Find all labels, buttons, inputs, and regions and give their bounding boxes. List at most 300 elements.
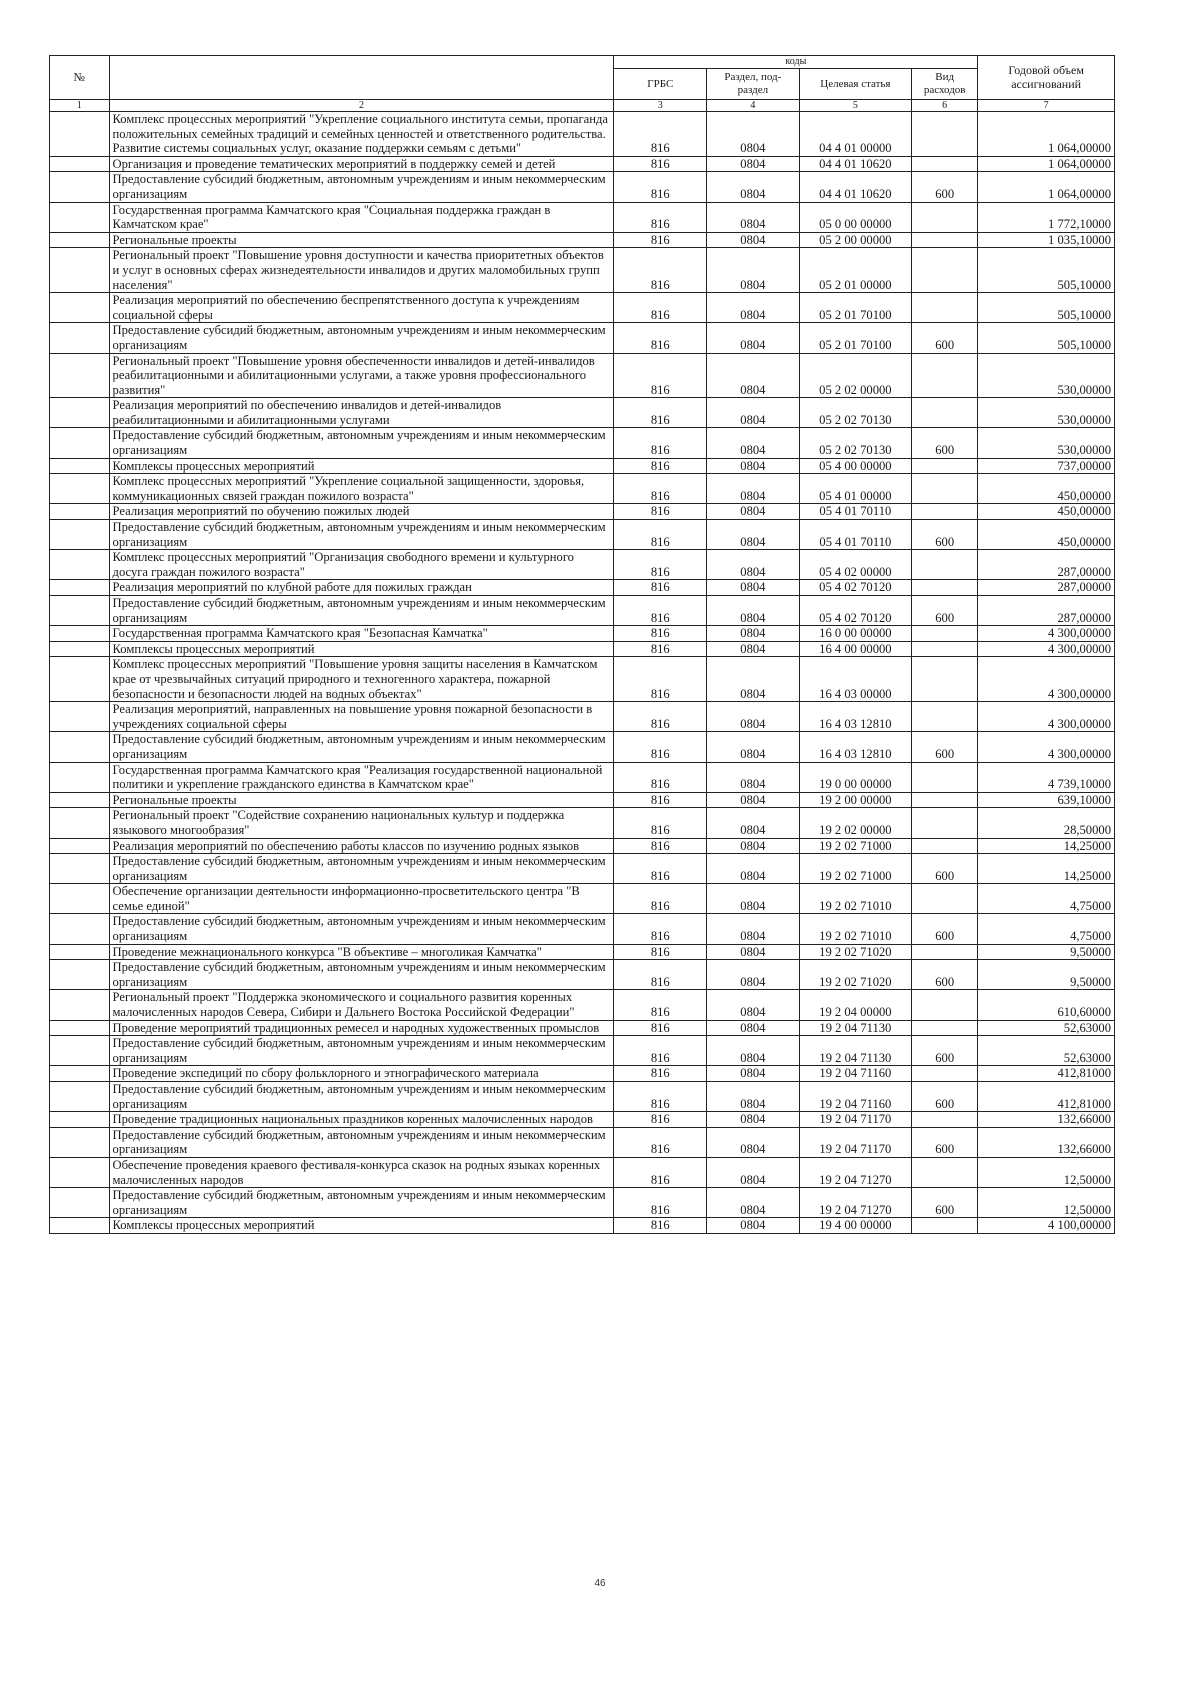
row-number-cell (50, 1218, 110, 1234)
row-target-cell: 19 2 04 71160 (799, 1066, 911, 1082)
row-number-cell (50, 641, 110, 657)
row-number-cell (50, 202, 110, 232)
row-name-cell: Предоставление субсидий бюджетным, автономным учреждениям и иным некоммерческим организациям (109, 1188, 614, 1218)
row-amount-cell: 132,66000 (978, 1112, 1115, 1128)
row-target-cell: 05 4 02 70120 (799, 580, 911, 596)
row-name-cell: Предоставление субсидий бюджетным, автономным учреждениям и иным некоммерческим организациям (109, 428, 614, 458)
row-target-cell: 04 4 01 10620 (799, 172, 911, 202)
row-amount-cell: 4 300,00000 (978, 641, 1115, 657)
row-grbs-cell: 816 (614, 762, 707, 792)
row-section-cell: 0804 (707, 428, 800, 458)
row-section-cell: 0804 (707, 112, 800, 157)
row-name-cell: Предоставление субсидий бюджетным, автономным учреждениям и иным некоммерческим организациям (109, 732, 614, 762)
table-row (50, 792, 1115, 808)
row-number-cell (50, 458, 110, 474)
row-section-cell: 0804 (707, 232, 800, 248)
row-target-cell: 05 2 02 00000 (799, 353, 911, 398)
row-target-cell: 05 4 01 70110 (799, 504, 911, 520)
row-target-cell: 19 2 04 71160 (799, 1082, 911, 1112)
row-number-cell (50, 172, 110, 202)
header-name (109, 56, 614, 100)
row-grbs-cell: 816 (614, 1112, 707, 1128)
row-target-cell: 16 4 03 12810 (799, 732, 911, 762)
row-amount-cell: 610,60000 (978, 990, 1115, 1020)
row-amount-cell: 12,50000 (978, 1157, 1115, 1187)
row-amount-cell: 9,50000 (978, 944, 1115, 960)
row-grbs-cell: 816 (614, 202, 707, 232)
row-target-cell: 19 2 04 00000 (799, 990, 911, 1020)
row-number-cell (50, 626, 110, 642)
row-amount-cell: 1 064,00000 (978, 172, 1115, 202)
row-target-cell: 19 2 04 71130 (799, 1020, 911, 1036)
row-kind-cell (912, 792, 978, 808)
row-amount-cell: 4 300,00000 (978, 702, 1115, 732)
row-kind-cell (912, 884, 978, 914)
row-grbs-cell: 816 (614, 458, 707, 474)
row-kind-cell: 600 (912, 914, 978, 944)
row-amount-cell: 412,81000 (978, 1082, 1115, 1112)
row-kind-cell (912, 293, 978, 323)
row-section-cell: 0804 (707, 960, 800, 990)
row-target-cell: 05 2 02 70130 (799, 428, 911, 458)
row-amount-cell: 530,00000 (978, 353, 1115, 398)
row-grbs-cell: 816 (614, 112, 707, 157)
row-amount-cell: 287,00000 (978, 580, 1115, 596)
table-row (50, 520, 1115, 550)
row-grbs-cell: 816 (614, 172, 707, 202)
table-row (50, 1188, 1115, 1218)
row-grbs-cell: 816 (614, 353, 707, 398)
row-number-cell (50, 702, 110, 732)
table-row (50, 808, 1115, 838)
row-number-cell (50, 792, 110, 808)
row-grbs-cell: 816 (614, 657, 707, 702)
table-row (50, 172, 1115, 202)
row-number-cell (50, 112, 110, 157)
row-target-cell: 05 4 00 00000 (799, 458, 911, 474)
row-grbs-cell: 816 (614, 792, 707, 808)
row-kind-cell: 600 (912, 172, 978, 202)
row-grbs-cell: 816 (614, 914, 707, 944)
row-target-cell: 19 2 04 71270 (799, 1157, 911, 1187)
row-number-cell (50, 520, 110, 550)
header-section: Раздел, под-раздел (707, 69, 800, 100)
row-number-cell (50, 504, 110, 520)
row-target-cell: 05 4 02 00000 (799, 550, 911, 580)
row-section-cell: 0804 (707, 792, 800, 808)
row-target-cell: 19 2 02 71020 (799, 960, 911, 990)
row-amount-cell: 9,50000 (978, 960, 1115, 990)
row-kind-cell (912, 202, 978, 232)
row-kind-cell (912, 1066, 978, 1082)
row-name-cell: Предоставление субсидий бюджетным, автономным учреждениям и иным некоммерческим организациям (109, 323, 614, 353)
row-section-cell: 0804 (707, 1112, 800, 1128)
row-number-cell (50, 657, 110, 702)
table-row (50, 474, 1115, 504)
row-name-cell: Региональный проект "Повышение уровня доступности и качества приоритетных объектов и услуг в основных сферах жизнедеятельности инвалидов и других маломобильных групп населения" (109, 248, 614, 293)
row-name-cell: Проведение экспедиций по сбору фольклорного и этнографического материала (109, 1066, 614, 1082)
row-target-cell: 05 2 00 00000 (799, 232, 911, 248)
row-section-cell: 0804 (707, 1157, 800, 1187)
row-section-cell: 0804 (707, 293, 800, 323)
row-target-cell: 16 4 00 00000 (799, 641, 911, 657)
table-row (50, 1036, 1115, 1066)
row-target-cell: 05 2 01 70100 (799, 323, 911, 353)
row-name-cell: Предоставление субсидий бюджетным, автономным учреждениям и иным некоммерческим организациям (109, 854, 614, 884)
row-kind-cell (912, 398, 978, 428)
row-section-cell: 0804 (707, 1218, 800, 1234)
row-section-cell: 0804 (707, 172, 800, 202)
row-kind-cell: 600 (912, 520, 978, 550)
row-grbs-cell: 816 (614, 944, 707, 960)
row-grbs-cell: 816 (614, 1157, 707, 1187)
row-name-cell: Реализация мероприятий по обеспечению работы классов по изучению родных языков (109, 838, 614, 854)
row-section-cell: 0804 (707, 641, 800, 657)
row-number-cell (50, 1112, 110, 1128)
header-codes: коды (614, 56, 978, 69)
row-name-cell: Региональный проект "Повышение уровня обеспеченности инвалидов и детей-инвалидов реабилитационными и абилитационными услугами, а также уровня профессионального развития" (109, 353, 614, 398)
row-amount-cell: 287,00000 (978, 596, 1115, 626)
row-grbs-cell: 816 (614, 838, 707, 854)
table-row (50, 944, 1115, 960)
row-grbs-cell: 816 (614, 504, 707, 520)
row-kind-cell (912, 990, 978, 1020)
table-row (50, 1218, 1115, 1234)
row-section-cell: 0804 (707, 702, 800, 732)
row-section-cell: 0804 (707, 990, 800, 1020)
row-target-cell: 19 2 02 71010 (799, 884, 911, 914)
row-section-cell: 0804 (707, 474, 800, 504)
row-amount-cell: 412,81000 (978, 1066, 1115, 1082)
row-number-cell (50, 323, 110, 353)
row-section-cell: 0804 (707, 458, 800, 474)
row-amount-cell: 1 035,10000 (978, 232, 1115, 248)
row-grbs-cell: 816 (614, 626, 707, 642)
row-amount-cell: 28,50000 (978, 808, 1115, 838)
row-grbs-cell: 816 (614, 990, 707, 1020)
row-name-cell: Проведение мероприятий традиционных ремесел и народных художественных промыслов (109, 1020, 614, 1036)
row-amount-cell: 4 300,00000 (978, 732, 1115, 762)
row-number-cell (50, 596, 110, 626)
index-row (50, 100, 1115, 112)
row-section-cell: 0804 (707, 1127, 800, 1157)
table-row (50, 702, 1115, 732)
row-kind-cell (912, 156, 978, 172)
budget-table (49, 55, 1115, 1234)
row-target-cell: 05 0 00 00000 (799, 202, 911, 232)
row-target-cell: 04 4 01 00000 (799, 112, 911, 157)
row-kind-cell: 600 (912, 1036, 978, 1066)
row-number-cell (50, 1066, 110, 1082)
table-row (50, 596, 1115, 626)
row-section-cell: 0804 (707, 1188, 800, 1218)
row-name-cell: Государственная программа Камчатского края "Реализация государственной национальной политики и укрепление гражданского единства в Камчатском крае" (109, 762, 614, 792)
row-kind-cell (912, 1020, 978, 1036)
row-number-cell (50, 248, 110, 293)
row-amount-cell: 52,63000 (978, 1036, 1115, 1066)
row-section-cell: 0804 (707, 732, 800, 762)
row-kind-cell: 600 (912, 323, 978, 353)
index-cell: 4 (707, 100, 800, 112)
row-number-cell (50, 474, 110, 504)
row-number-cell (50, 990, 110, 1020)
table-row (50, 323, 1115, 353)
table-row (50, 960, 1115, 990)
table-row (50, 732, 1115, 762)
row-kind-cell: 600 (912, 960, 978, 990)
row-kind-cell (912, 248, 978, 293)
row-name-cell: Реализация мероприятий, направленных на повышение уровня пожарной безопасности в учреждениях социальной сферы (109, 702, 614, 732)
row-target-cell: 19 2 02 00000 (799, 808, 911, 838)
row-amount-cell: 639,10000 (978, 792, 1115, 808)
table-row (50, 884, 1115, 914)
row-amount-cell: 450,00000 (978, 504, 1115, 520)
row-section-cell: 0804 (707, 657, 800, 702)
table-row (50, 580, 1115, 596)
row-grbs-cell: 816 (614, 1036, 707, 1066)
row-section-cell: 0804 (707, 323, 800, 353)
row-amount-cell: 4 300,00000 (978, 626, 1115, 642)
table-row (50, 428, 1115, 458)
row-name-cell: Государственная программа Камчатского края "Социальная поддержка граждан в Камчатском крае" (109, 202, 614, 232)
row-kind-cell (912, 944, 978, 960)
table-row (50, 657, 1115, 702)
row-section-cell: 0804 (707, 1066, 800, 1082)
header-target: Целевая статья (799, 69, 911, 100)
row-grbs-cell: 816 (614, 960, 707, 990)
row-kind-cell: 600 (912, 1188, 978, 1218)
row-kind-cell (912, 626, 978, 642)
table-row (50, 1082, 1115, 1112)
row-target-cell: 19 0 00 00000 (799, 762, 911, 792)
row-grbs-cell: 816 (614, 428, 707, 458)
row-name-cell: Комплексы процессных мероприятий (109, 458, 614, 474)
row-target-cell: 05 4 01 70110 (799, 520, 911, 550)
row-target-cell: 16 4 03 00000 (799, 657, 911, 702)
row-amount-cell: 132,66000 (978, 1127, 1115, 1157)
row-name-cell: Предоставление субсидий бюджетным, автономным учреждениям и иным некоммерческим организациям (109, 1127, 614, 1157)
row-amount-cell: 14,25000 (978, 854, 1115, 884)
row-amount-cell: 450,00000 (978, 474, 1115, 504)
row-kind-cell (912, 838, 978, 854)
row-section-cell: 0804 (707, 914, 800, 944)
row-name-cell: Региональный проект "Поддержка экономического и социального развития коренных малочисленных народов Севера, Сибири и Дальнего Востока Российской Федерации" (109, 990, 614, 1020)
row-section-cell: 0804 (707, 854, 800, 884)
row-kind-cell: 600 (912, 1127, 978, 1157)
row-grbs-cell: 816 (614, 323, 707, 353)
row-amount-cell: 4,75000 (978, 884, 1115, 914)
row-number-cell (50, 884, 110, 914)
row-kind-cell: 600 (912, 1082, 978, 1112)
row-name-cell: Комплексы процессных мероприятий (109, 641, 614, 657)
row-name-cell: Государственная программа Камчатского края "Безопасная Камчатка" (109, 626, 614, 642)
header-volume: Годовой объем ассигнований (978, 56, 1115, 100)
row-grbs-cell: 816 (614, 550, 707, 580)
index-cell: 2 (109, 100, 614, 112)
row-kind-cell (912, 702, 978, 732)
row-kind-cell (912, 1157, 978, 1187)
row-grbs-cell: 816 (614, 398, 707, 428)
header-kind: Вид расходов (912, 69, 978, 100)
row-number-cell (50, 838, 110, 854)
row-grbs-cell: 816 (614, 884, 707, 914)
row-number-cell (50, 580, 110, 596)
page-number: 46 (594, 1578, 606, 1589)
row-section-cell: 0804 (707, 626, 800, 642)
row-target-cell: 05 4 02 70120 (799, 596, 911, 626)
row-number-cell (50, 398, 110, 428)
row-grbs-cell: 816 (614, 1066, 707, 1082)
table-row (50, 1157, 1115, 1187)
row-name-cell: Комплекс процессных мероприятий "Организация свободного времени и культурного досуга граждан пожилого возраста" (109, 550, 614, 580)
row-name-cell: Комплексы процессных мероприятий (109, 1218, 614, 1234)
row-name-cell: Предоставление субсидий бюджетным, автономным учреждениям и иным некоммерческим организациям (109, 914, 614, 944)
row-grbs-cell: 816 (614, 641, 707, 657)
row-kind-cell (912, 657, 978, 702)
header-row-top (50, 56, 1115, 69)
row-amount-cell: 287,00000 (978, 550, 1115, 580)
row-name-cell: Комплекс процессных мероприятий "Повышение уровня защиты населения в Камчатском крае от чрезвычайных ситуаций природного и техногенного характера, пожарной безопасности и безопасности людей на водных объектах" (109, 657, 614, 702)
row-name-cell: Предоставление субсидий бюджетным, автономным учреждениям и иным некоммерческим организациям (109, 960, 614, 990)
row-number-cell (50, 944, 110, 960)
row-number-cell (50, 353, 110, 398)
row-amount-cell: 450,00000 (978, 520, 1115, 550)
row-target-cell: 05 4 01 00000 (799, 474, 911, 504)
index-cell: 1 (50, 100, 110, 112)
row-grbs-cell: 816 (614, 1082, 707, 1112)
row-section-cell: 0804 (707, 944, 800, 960)
row-amount-cell: 4 300,00000 (978, 657, 1115, 702)
row-number-cell (50, 1020, 110, 1036)
table-row (50, 914, 1115, 944)
row-kind-cell (912, 1218, 978, 1234)
row-section-cell: 0804 (707, 884, 800, 914)
row-grbs-cell: 816 (614, 1127, 707, 1157)
table-row (50, 1020, 1115, 1036)
table-row (50, 232, 1115, 248)
row-target-cell: 19 2 04 71130 (799, 1036, 911, 1066)
row-kind-cell (912, 550, 978, 580)
table-row (50, 838, 1115, 854)
row-target-cell: 05 2 02 70130 (799, 398, 911, 428)
row-number-cell (50, 960, 110, 990)
row-grbs-cell: 816 (614, 232, 707, 248)
row-kind-cell: 600 (912, 428, 978, 458)
row-section-cell: 0804 (707, 202, 800, 232)
row-kind-cell (912, 808, 978, 838)
row-name-cell: Проведение межнационального конкурса "В объективе – многоликая Камчатка" (109, 944, 614, 960)
row-grbs-cell: 816 (614, 1020, 707, 1036)
row-target-cell: 05 2 01 00000 (799, 248, 911, 293)
row-kind-cell (912, 580, 978, 596)
row-grbs-cell: 816 (614, 248, 707, 293)
row-amount-cell: 505,10000 (978, 323, 1115, 353)
row-section-cell: 0804 (707, 596, 800, 626)
row-name-cell: Обеспечение проведения краевого фестиваля-конкурса сказок на родных языках коренных малочисленных народов (109, 1157, 614, 1187)
row-grbs-cell: 816 (614, 702, 707, 732)
row-grbs-cell: 816 (614, 156, 707, 172)
row-number-cell (50, 914, 110, 944)
table-row (50, 458, 1115, 474)
row-target-cell: 19 2 04 71170 (799, 1112, 911, 1128)
row-name-cell: Предоставление субсидий бюджетным, автономным учреждениям и иным некоммерческим организациям (109, 596, 614, 626)
row-name-cell: Комплекс процессных мероприятий "Укрепление социальной защищенности, здоровья, коммуникационных связей граждан пожилого возраста" (109, 474, 614, 504)
row-number-cell (50, 854, 110, 884)
row-section-cell: 0804 (707, 550, 800, 580)
row-grbs-cell: 816 (614, 808, 707, 838)
row-number-cell (50, 808, 110, 838)
table-row (50, 550, 1115, 580)
row-grbs-cell: 816 (614, 732, 707, 762)
row-number-cell (50, 293, 110, 323)
row-kind-cell (912, 1112, 978, 1128)
table-row (50, 202, 1115, 232)
row-amount-cell: 14,25000 (978, 838, 1115, 854)
table-row (50, 762, 1115, 792)
row-kind-cell (912, 504, 978, 520)
index-cell: 3 (614, 100, 707, 112)
row-name-cell: Региональные проекты (109, 792, 614, 808)
row-grbs-cell: 816 (614, 520, 707, 550)
row-number-cell (50, 156, 110, 172)
row-grbs-cell: 816 (614, 1188, 707, 1218)
row-amount-cell: 1 064,00000 (978, 156, 1115, 172)
row-kind-cell: 600 (912, 596, 978, 626)
row-number-cell (50, 1157, 110, 1187)
table-row (50, 626, 1115, 642)
header-num: № (50, 56, 110, 100)
row-section-cell: 0804 (707, 398, 800, 428)
row-grbs-cell: 816 (614, 854, 707, 884)
header-grbs: ГРБС (614, 69, 707, 100)
table-row (50, 398, 1115, 428)
row-grbs-cell: 816 (614, 474, 707, 504)
row-section-cell: 0804 (707, 1020, 800, 1036)
row-kind-cell (912, 112, 978, 157)
row-target-cell: 05 2 01 70100 (799, 293, 911, 323)
row-number-cell (50, 232, 110, 248)
row-name-cell: Комплекс процессных мероприятий "Укрепление социального института семьи, пропаганда положительных семейных традиций и семейных ценностей и ответственного родительства. Развитие системы социальных услуг, оказание поддержки семьям с детьми" (109, 112, 614, 157)
row-amount-cell: 530,00000 (978, 428, 1115, 458)
row-kind-cell (912, 458, 978, 474)
row-section-cell: 0804 (707, 808, 800, 838)
row-kind-cell: 600 (912, 854, 978, 884)
row-name-cell: Предоставление субсидий бюджетным, автономным учреждениям и иным некоммерческим организациям (109, 520, 614, 550)
row-name-cell: Региональные проекты (109, 232, 614, 248)
row-section-cell: 0804 (707, 762, 800, 792)
row-kind-cell (912, 762, 978, 792)
row-target-cell: 19 2 02 71000 (799, 854, 911, 884)
row-target-cell: 19 2 00 00000 (799, 792, 911, 808)
row-section-cell: 0804 (707, 1082, 800, 1112)
table-row (50, 854, 1115, 884)
row-number-cell (50, 732, 110, 762)
row-section-cell: 0804 (707, 838, 800, 854)
table-row (50, 156, 1115, 172)
row-number-cell (50, 1188, 110, 1218)
row-grbs-cell: 816 (614, 1218, 707, 1234)
row-name-cell: Реализация мероприятий по обучению пожилых людей (109, 504, 614, 520)
index-cell: 5 (799, 100, 911, 112)
table-body (50, 112, 1115, 1234)
row-amount-cell: 505,10000 (978, 248, 1115, 293)
row-amount-cell: 12,50000 (978, 1188, 1115, 1218)
table-row (50, 990, 1115, 1020)
row-section-cell: 0804 (707, 580, 800, 596)
table-row (50, 293, 1115, 323)
table-row (50, 1127, 1115, 1157)
row-grbs-cell: 816 (614, 596, 707, 626)
